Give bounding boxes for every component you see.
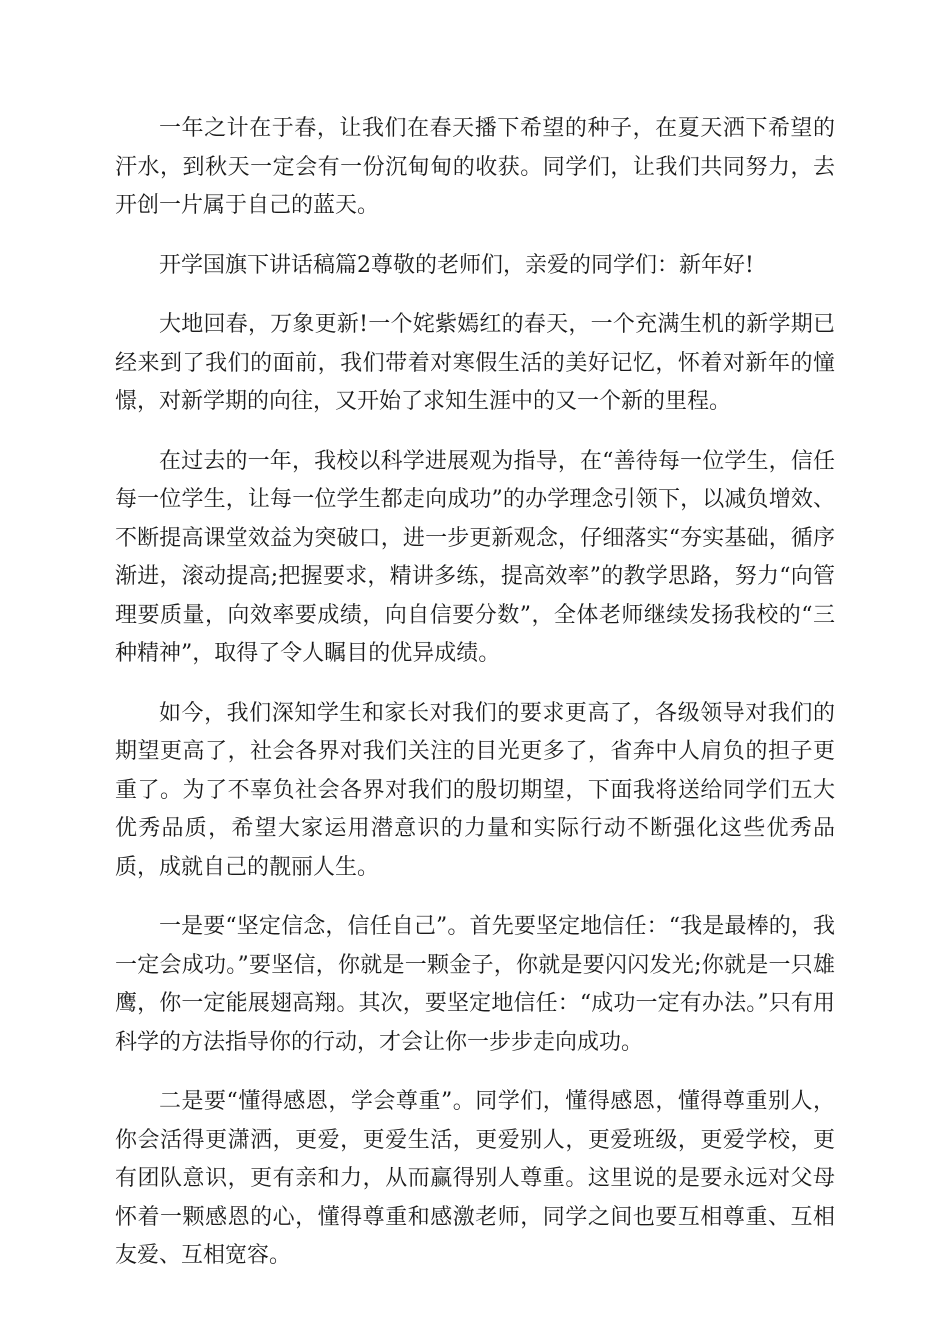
paragraph-spring-hope: 一年之计在于春，让我们在春天播下希望的种子，在夏天洒下希望的汗水，到秋天一定会有一份沉甸甸的收获。同学们，让我们共同努力，去开创一片属于自己的蓝天。 (115, 116, 835, 218)
document-body (115, 110, 835, 1297)
paragraph-quality-two: 二是要“懂得感恩，学会尊重”。同学们，懂得感恩，懂得尊重别人，你会活得更潇洒，更爱，更爱生活，更爱别人，更爱班级，更爱学校，更有团队意识，更有亲和力，从而赢得别人尊重。这里说的是要永远对父母怀着一颗感恩的心，懂得尊重和感激老师，同学之间也要互相尊重、互相友爱、互相宽容。 (115, 1089, 835, 1268)
paragraph-new-semester: 大地回春，万象更新!一个姹紫嫣红的春天，一个充满生机的新学期已经来到了我们的面前，我们带着对寒假生活的美好记忆，怀着对新年的憧憬，对新学期的向往，又开始了求知生涯中的又一个新的里程。 (115, 312, 835, 414)
paragraph-speech-heading: 开学国旗下讲话稿篇2尊敬的老师们，亲爱的同学们：新年好! (159, 252, 754, 278)
paragraph-past-year: 在过去的一年，我校以科学进展观为指导，在“善待每一位学生，信任每一位学生，让每一位学生都走向成功”的办学理念引领下，以减负增效、不断提高课堂效益为突破口，进一步更新观念，仔细落实“夯实基础，循序渐进，滚动提高;把握要求，精讲多练，提高效率”的教学思路，努力“向管理要质量，向效率要成绩，向自信要分数”，全体老师继续发扬我校的“三种精神”，取得了令人瞩目的优异成绩。 (115, 448, 835, 666)
paragraph-quality-one: 一是要“坚定信念，信任自己”。首先要坚定地信任：“我是最棒的，我一定会成功。”要坚信，你就是一颗金子，你就是要闪闪发光;你就是一只雄鹰，你一定能展翅高翔。其次，要坚定地信任：“成功一定有办法。”只有用科学的方法指导你的行动，才会让你一步步走向成功。 (115, 914, 835, 1055)
paragraph-expectations: 如今，我们深知学生和家长对我们的要求更高了，各级领导对我们的期望更高了，社会各界对我们关注的目光更多了，省奔中人肩负的担子更重了。为了不辜负社会各界对我们的殷切期望，下面我将送给同学们五大优秀品质，希望大家运用潜意识的力量和实际行动不断强化这些优秀品质，成就自己的靓丽人生。 (115, 700, 835, 880)
